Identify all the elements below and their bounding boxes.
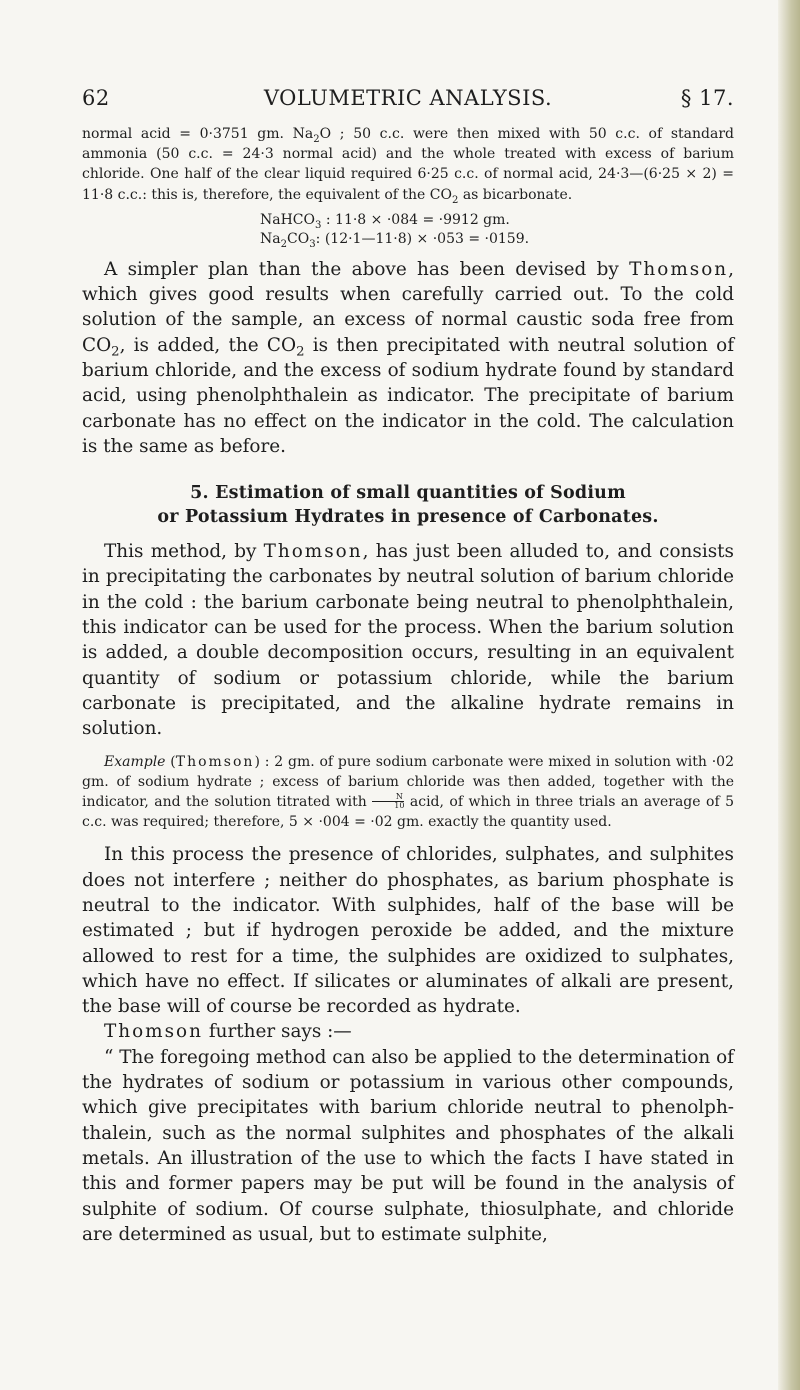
fraction-n-over-10: $\frac{N}{10}$ xyxy=(372,793,404,810)
paragraph-process: In this process the presence of chlorides, sulphates, and sulphites does not interfere ; neither do phosphates, as barium phosphate is neutral to the indicator. With sulphides, half of the base will be estimated ; but if hydrogen peroxide be added, and the mixture allowed to rest for a time, the sulphides are oxidized to sulphates, which have no effect. If silicates or aluminates of alkali are present, the base will of course be recorded as hydrate. xyxy=(82,844,734,1018)
running-header xyxy=(82,86,734,116)
example-label: Example xyxy=(104,753,166,770)
author-name: Thomson xyxy=(629,258,729,280)
section-number: § 17. xyxy=(680,86,734,110)
example-paragraph: Example (Thomson) : 2 gm. of pure sodium carbonate were mixed in solution with ·02 gm. of sodium hydrate ; excess of barium chloride was then added, together with the indicator, and the solution titrated with $\frac{N}{10}$ acid, of which in three trials an average of 5 c.c. was required; therefore, 5 × ·004 = ·02 gm. exactly the quantity used. xyxy=(82,753,735,831)
equation-carbonate: $Na_2CO_3$: (12·1—11·8) × ·053 = ·0159. xyxy=(260,230,530,250)
equation-bicarbonate: NaHCO$_3$ : 11·8 × ·084 = ·9912 gm. xyxy=(260,211,510,231)
paragraph-method: This method, by Thomson, has just been alluded to, and consists in precipitating the carbonates by neutral solution of barium chloride in the cold : the barium carbonate being neutral to phenolphthalein, this indicator can be used for the process. When the barium solution is added, a double decomposition occurs, resulting in an equivalent quantity of sodium or potassium chloride, while the barium carbonate is precipitated, and the alkaline hydrate remains in solution. xyxy=(82,541,734,740)
page-edge-shadow xyxy=(778,0,800,1390)
text-column xyxy=(82,124,734,1247)
running-title: VOLUMETRIC ANALYSIS. xyxy=(263,86,553,110)
paragraph-further: Thomson further says :— xyxy=(104,1021,352,1043)
equations xyxy=(260,211,734,249)
paragraph-quote: “ The foregoing method can also be applied to the determination of the hydrates of sodium or potassium in various other compounds, which give precipitates with barium chloride neutral to phenolph-thalein, such as the normal sulphites and phosphates of the alkali metals. An illustration of the use to which the facts I have stated in this and former papers may be put will be found in the analysis of sulphite of sodium. Of course sulphate, thiosulphate, and chloride are determined as usual, but to estimate sulphite, xyxy=(82,1046,734,1245)
section-heading: 5. Estimation of small quantities of Sodium or Potassium Hydrates in presence of Carbonates. xyxy=(157,483,659,528)
author-name: Thomson xyxy=(104,1021,203,1043)
intro-paragraph: normal acid = 0·3751 gm. $Na_2O$ ; 50 c.c. were then mixed with 50 c.c. of standard ammonia (50 c.c. = 24·3 normal acid) and the whole treated with excess of barium chloride. One half of the clear liquid required 6·25 c.c. of normal acid, 24·3—(6·25 × 2) = 11·8 c.c.: this is, therefore, the equivalent of the $CO_2$ as bicarbonate. xyxy=(82,126,734,206)
paragraph-simpler-plan: A simpler plan than the above has been devised by Thomson, which gives good results when carefully carried out. To the cold solution of the sample, an excess of normal caustic soda free from $CO_2$, is added, the $CO_2$ is then precipitated with neutral solution of barium chloride, and the excess of sodium hydrate found by standard acid, using phenolphthalein as indicator. The precipitate of barium carbonate has no effect on the indicator in the cold. The calculation is the same as before. xyxy=(82,258,735,457)
author-name: Thomson xyxy=(263,541,363,563)
author-name: Thomson xyxy=(175,753,255,770)
page-number: 62 xyxy=(82,86,110,110)
